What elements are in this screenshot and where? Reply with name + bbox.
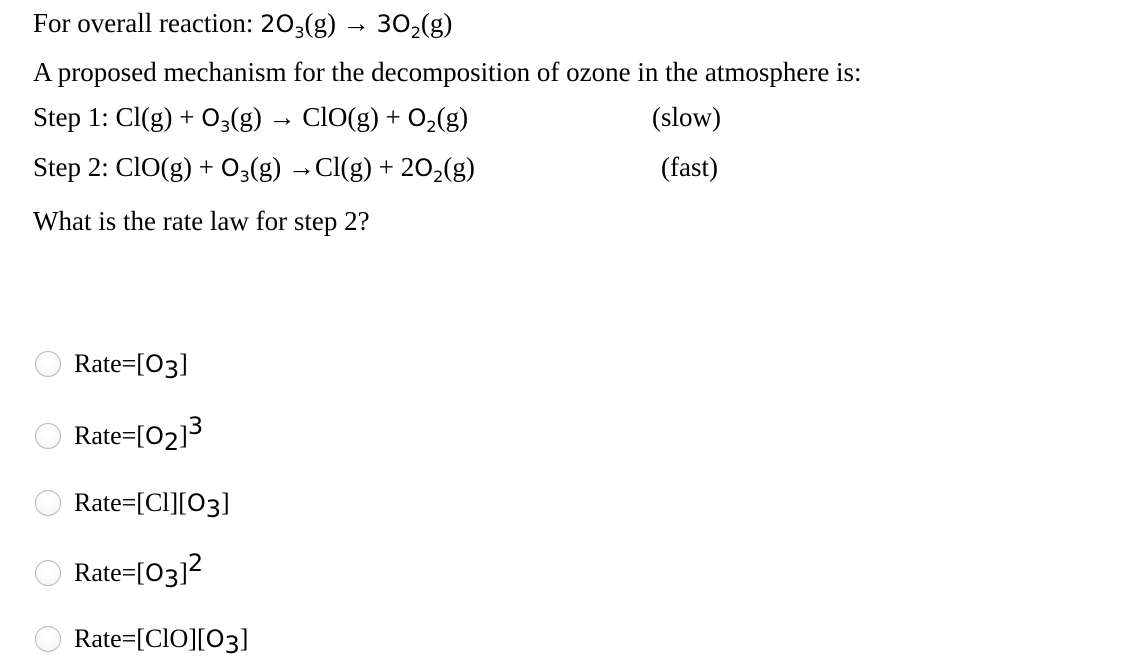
reactant-subscript: 3	[294, 23, 305, 42]
mechanism-step-1	[33, 102, 469, 136]
reactant-phase: (g)	[304, 8, 337, 38]
overall-reaction-prefix: For overall reaction:	[33, 8, 261, 38]
step-2-reactant-b-phase: (g)	[249, 152, 282, 182]
step-2-reactant-b-species: O	[220, 154, 240, 182]
step-1-reactant-b-species: O	[201, 104, 221, 132]
product-subscript: 2	[410, 23, 421, 42]
product-phase: (g)	[420, 8, 453, 38]
step-1-arrow: →	[261, 102, 303, 132]
step-1-product-c: ClO(g) +	[302, 102, 408, 132]
radio-button[interactable]	[35, 626, 61, 652]
reactant-species: O	[275, 10, 295, 38]
step-1-reactant-a: Cl(g) +	[115, 102, 202, 132]
step-2-reactant-b-subscript: 3	[239, 167, 250, 186]
step-1-reactant-b-subscript: 3	[220, 117, 231, 136]
answer-option-label: Rate=[O2]3	[74, 412, 204, 456]
step-2-product-d-subscript: 2	[433, 167, 444, 186]
step-2-label: Step 2:	[33, 152, 116, 182]
step-1-product-d-species: O	[407, 104, 427, 132]
mechanism-intro: A proposed mechanism for the decomposition of ozone in the atmosphere is:	[33, 57, 862, 87]
reaction-arrow: →	[336, 8, 377, 38]
overall-reaction	[33, 8, 453, 42]
answer-option[interactable]	[35, 347, 188, 384]
step-2-arrow: →	[281, 152, 316, 182]
step-2-product-c: Cl(g) + 2	[315, 152, 415, 182]
step-2-rate-tag: (fast)	[661, 152, 718, 182]
mechanism-step-2	[33, 152, 475, 186]
answer-option-label: Rate=[Cl][O3]	[74, 488, 230, 523]
radio-button[interactable]	[35, 560, 61, 586]
reactant-coefficient: 2	[260, 10, 276, 38]
answer-option-label: Rate=[O3]	[74, 349, 188, 384]
answer-option[interactable]	[35, 486, 230, 523]
step-1-rate-tag: (slow)	[652, 102, 721, 132]
radio-button[interactable]	[35, 423, 61, 449]
product-species: O	[391, 10, 411, 38]
step-2-product-d-species: O	[414, 154, 434, 182]
step-1-reactant-b-phase: (g)	[230, 102, 262, 132]
step-2-product-d-phase: (g)	[443, 152, 475, 182]
step-1-product-d-subscript: 2	[426, 117, 437, 136]
product-coefficient: 3	[376, 10, 392, 38]
answer-option[interactable]	[35, 412, 204, 456]
answer-option[interactable]	[35, 549, 204, 593]
radio-button[interactable]	[35, 351, 61, 377]
step-1-product-d-phase: (g)	[436, 102, 469, 132]
radio-button[interactable]	[35, 490, 61, 516]
step-2-reactant-a: ClO(g) +	[115, 152, 221, 182]
answer-option-label: Rate=[ClO][O3]	[74, 624, 249, 659]
answer-option-label: Rate=[O3]2	[74, 549, 204, 593]
step-1-label: Step 1:	[33, 102, 116, 132]
answer-option[interactable]	[35, 622, 249, 659]
question-prompt: What is the rate law for step 2?	[33, 206, 370, 236]
